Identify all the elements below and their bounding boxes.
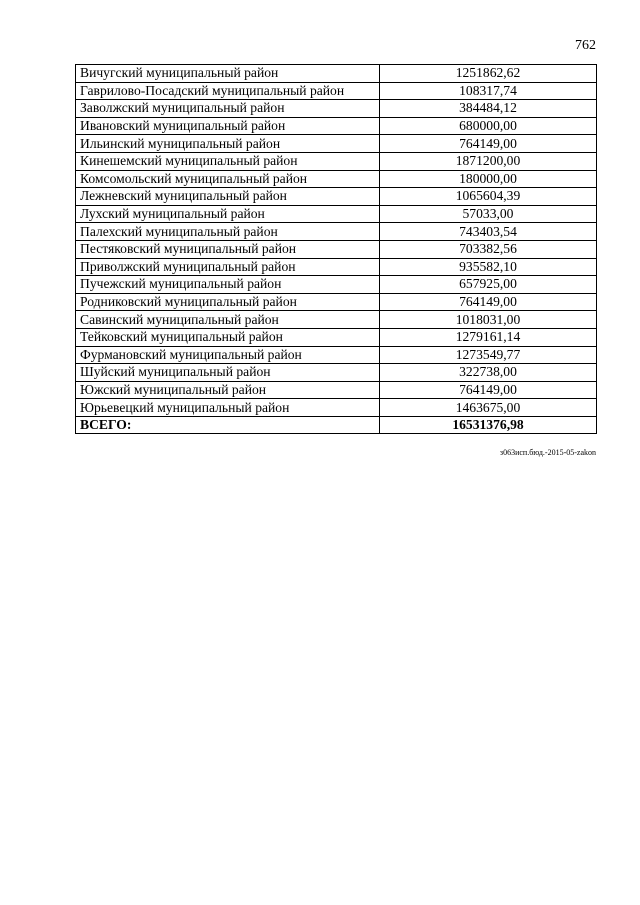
district-name: Ивановский муниципальный район bbox=[76, 117, 380, 135]
district-amount: 743403,54 bbox=[380, 223, 597, 241]
table-row bbox=[76, 135, 597, 153]
district-name: Тейковский муниципальный район bbox=[76, 328, 380, 346]
district-amount: 1279161,14 bbox=[380, 328, 597, 346]
table-row bbox=[76, 152, 597, 170]
page-number: 762 bbox=[575, 38, 596, 53]
district-name: Пучежский муниципальный район bbox=[76, 276, 380, 294]
district-amount: 764149,00 bbox=[380, 135, 597, 153]
table-row bbox=[76, 100, 597, 118]
table-row bbox=[76, 276, 597, 294]
table-row bbox=[76, 205, 597, 223]
table-row bbox=[76, 188, 597, 206]
district-amount: 1273549,77 bbox=[380, 346, 597, 364]
table-row bbox=[76, 117, 597, 135]
district-amount: 57033,00 bbox=[380, 205, 597, 223]
file-reference: з063исп.бюд.-2015-05-zakon bbox=[499, 448, 596, 457]
district-name: Палехский муниципальный район bbox=[76, 223, 380, 241]
district-name: Южский муниципальный район bbox=[76, 381, 380, 399]
table-row bbox=[76, 170, 597, 188]
total-amount: 16531376,98 bbox=[380, 416, 597, 434]
table-row bbox=[76, 293, 597, 311]
district-name: Фурмановский муниципальный район bbox=[76, 346, 380, 364]
district-amount: 1018031,00 bbox=[380, 311, 597, 329]
district-amount: 1871200,00 bbox=[380, 152, 597, 170]
district-name: Шуйский муниципальный район bbox=[76, 364, 380, 382]
district-name: Гаврилово-Посадский муниципальный район bbox=[76, 82, 380, 100]
district-amount: 1251862,62 bbox=[380, 65, 597, 83]
district-name: Родниковский муниципальный район bbox=[76, 293, 380, 311]
district-name: Вичугский муниципальный район bbox=[76, 65, 380, 83]
district-name: Юрьевецкий муниципальный район bbox=[76, 399, 380, 417]
table-row bbox=[76, 311, 597, 329]
table-row bbox=[76, 346, 597, 364]
district-amount: 764149,00 bbox=[380, 381, 597, 399]
district-amount: 1065604,39 bbox=[380, 188, 597, 206]
district-amount: 764149,00 bbox=[380, 293, 597, 311]
district-name: Лежневский муниципальный район bbox=[76, 188, 380, 206]
district-amount: 703382,56 bbox=[380, 240, 597, 258]
district-name: Ильинский муниципальный район bbox=[76, 135, 380, 153]
table-row bbox=[76, 240, 597, 258]
district-amount: 384484,12 bbox=[380, 100, 597, 118]
district-name: Приволжский муниципальный район bbox=[76, 258, 380, 276]
table-row bbox=[76, 328, 597, 346]
district-name: Лухский муниципальный район bbox=[76, 205, 380, 223]
district-amount: 935582,10 bbox=[380, 258, 597, 276]
district-amount: 108317,74 bbox=[380, 82, 597, 100]
district-name: Пестяковский муниципальный район bbox=[76, 240, 380, 258]
table-row bbox=[76, 364, 597, 382]
total-label: ВСЕГО: bbox=[76, 416, 380, 434]
table-row bbox=[76, 65, 597, 83]
district-name: Заволжский муниципальный район bbox=[76, 100, 380, 118]
district-amount: 322738,00 bbox=[380, 364, 597, 382]
table-row bbox=[76, 223, 597, 241]
table-body bbox=[76, 65, 597, 417]
district-name: Комсомольский муниципальный район bbox=[76, 170, 380, 188]
district-amount: 1463675,00 bbox=[380, 399, 597, 417]
table-row bbox=[76, 399, 597, 417]
table-row bbox=[76, 82, 597, 100]
table-row bbox=[76, 258, 597, 276]
total-row bbox=[76, 416, 597, 434]
district-name: Савинский муниципальный район bbox=[76, 311, 380, 329]
district-amount: 680000,00 bbox=[380, 117, 597, 135]
district-amount: 657925,00 bbox=[380, 276, 597, 294]
table-row bbox=[76, 381, 597, 399]
district-name: Кинешемский муниципальный район bbox=[76, 152, 380, 170]
district-amount: 180000,00 bbox=[380, 170, 597, 188]
district-allocation-table bbox=[75, 64, 597, 434]
